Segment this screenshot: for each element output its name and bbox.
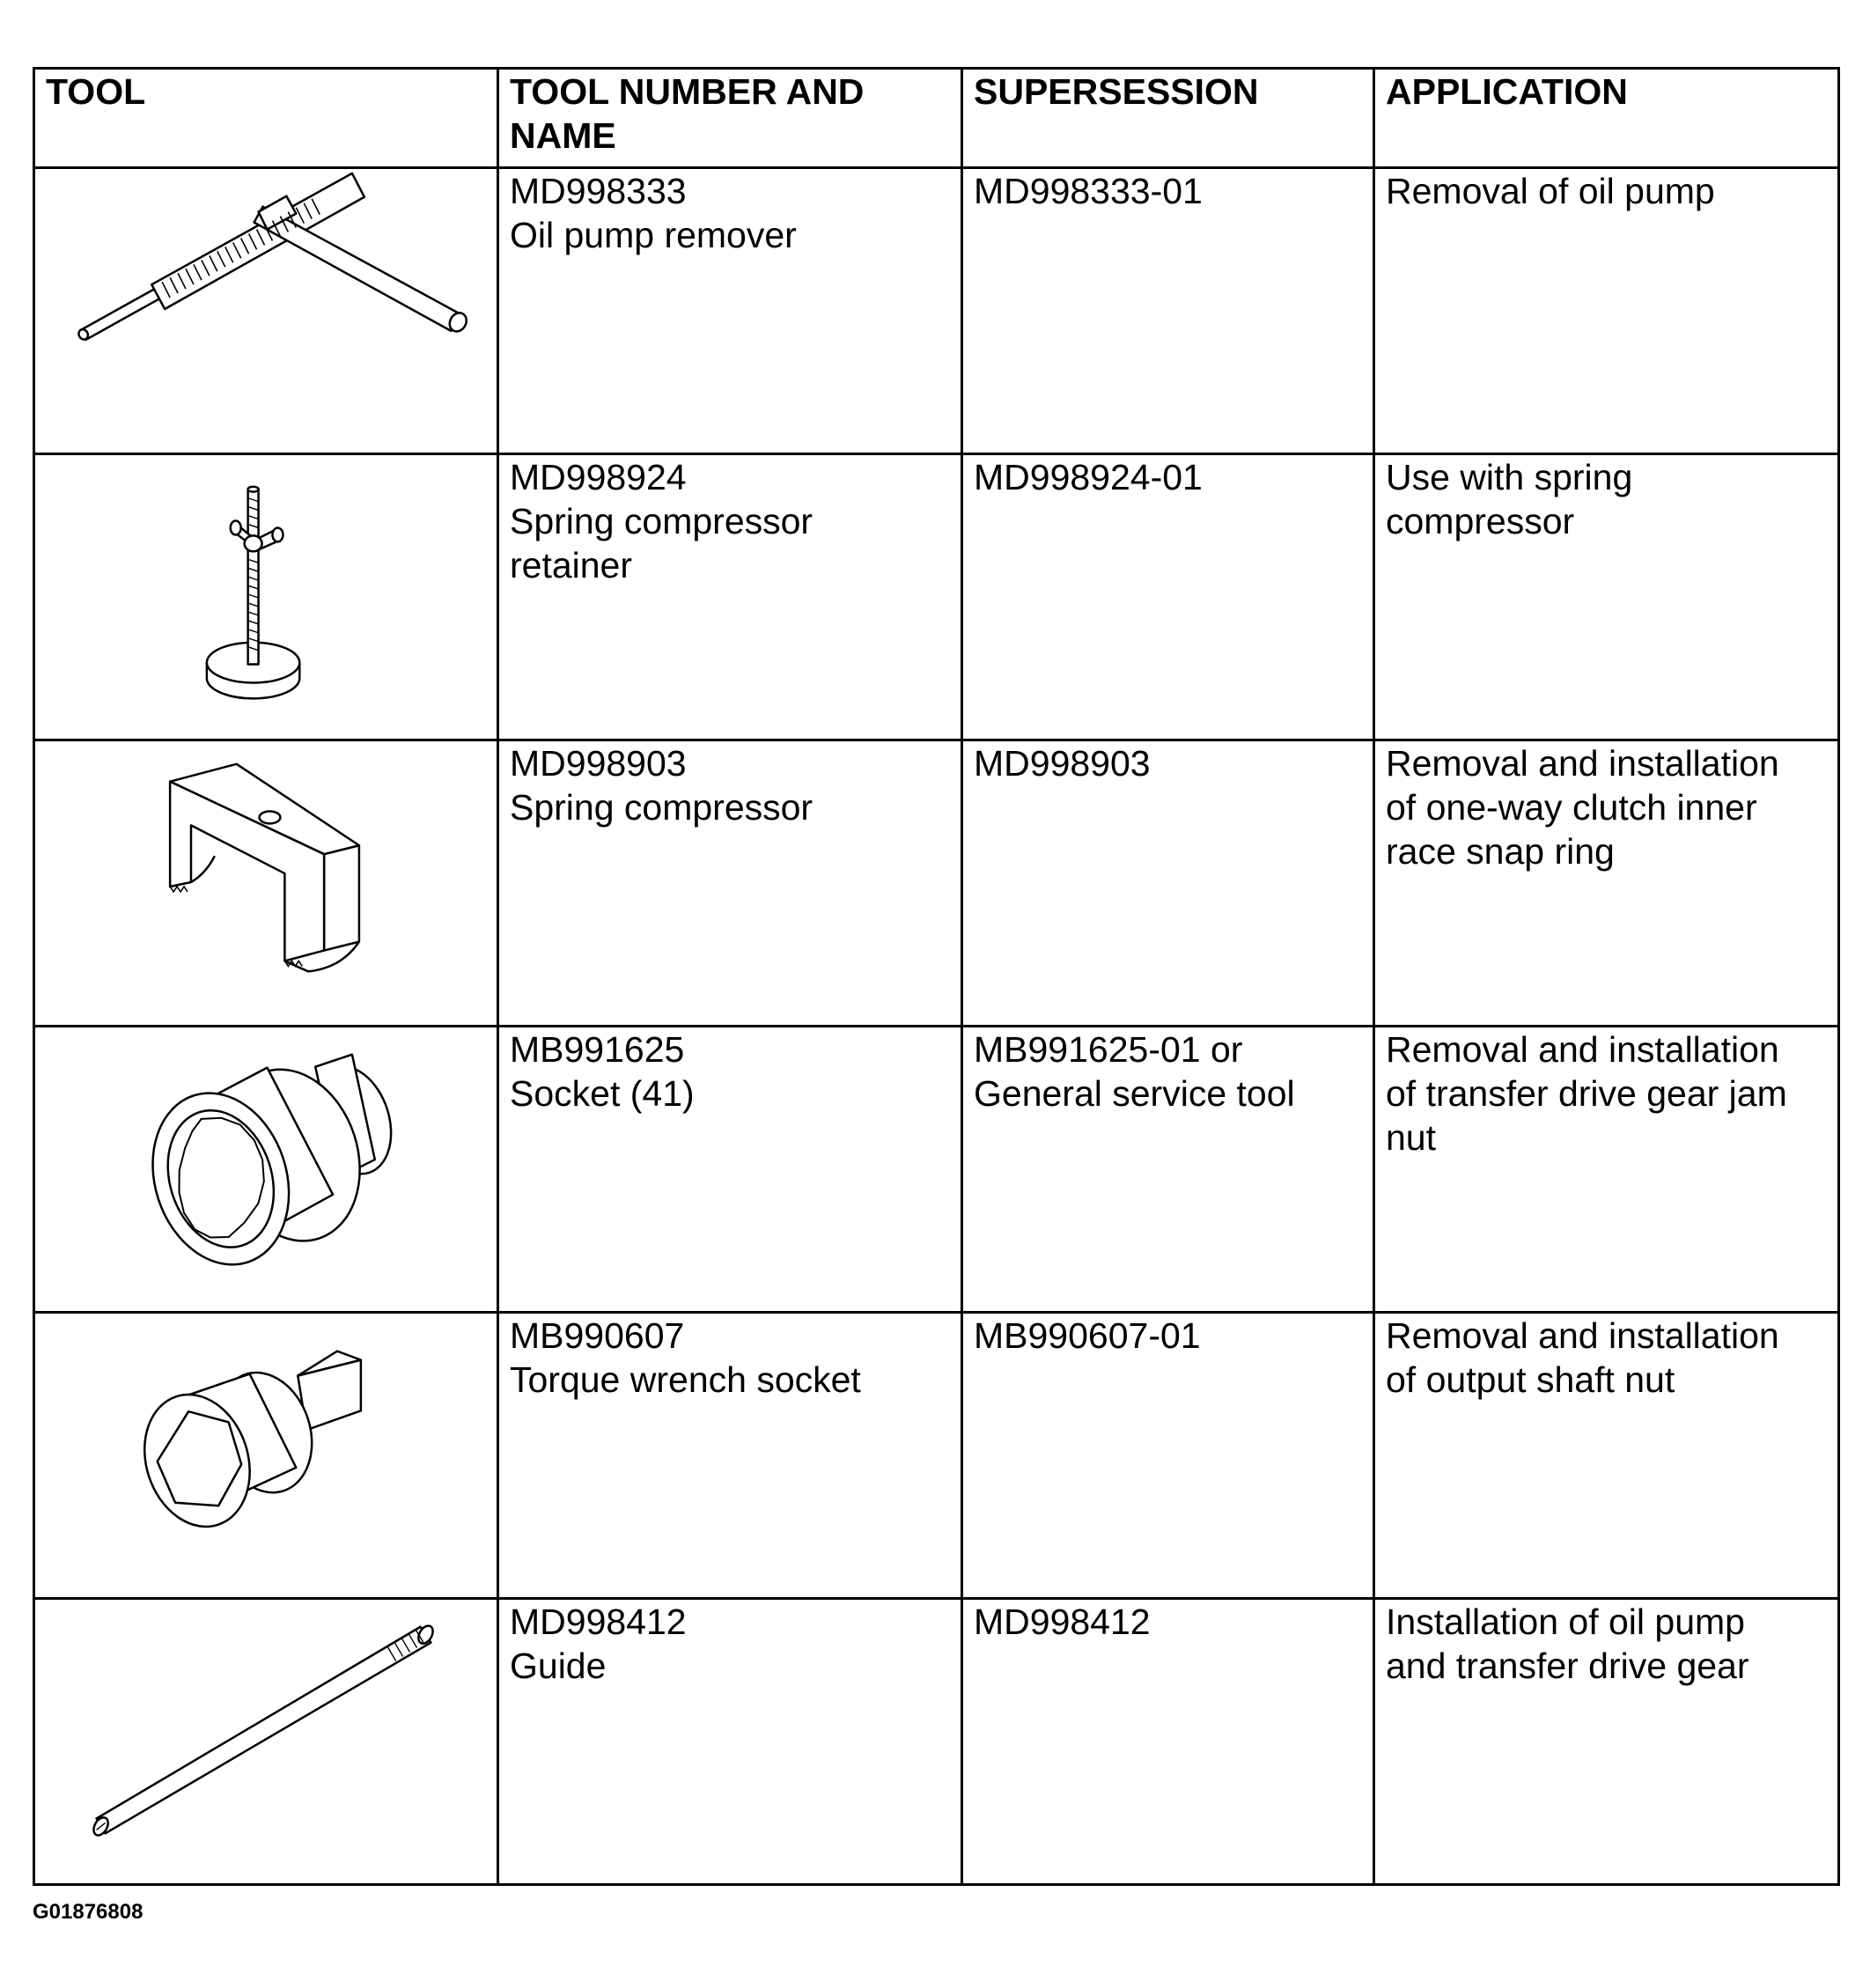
supersession-text: MD998333-01: [974, 171, 1203, 211]
supersession-cell: [962, 1599, 1374, 1885]
socket-icon: [35, 1027, 497, 1311]
application-cell: [1374, 1027, 1839, 1313]
torque-wrench-socket-icon: [35, 1314, 497, 1597]
tool-name: Spring compressor: [510, 787, 814, 828]
tool-number: MD998412: [510, 1601, 687, 1642]
table-row: [34, 1027, 1839, 1313]
header-supersession: SUPERSESSION: [962, 69, 1374, 168]
supersession-cell: [962, 740, 1374, 1027]
tool-name: Socket (41): [510, 1073, 695, 1114]
header-tool-number-and-name: [498, 69, 962, 168]
supersession-cell: [962, 1313, 1374, 1599]
application-text: race snap ring: [1386, 831, 1615, 872]
application-cell: [1374, 740, 1839, 1027]
tool-illustration-cell: [34, 1027, 498, 1313]
tool-name: retainer: [510, 545, 633, 585]
t-handle-remover-icon: [35, 169, 497, 453]
table-row: [34, 168, 1839, 454]
table-row: [34, 454, 1839, 740]
application-text: Removal of oil pump: [1386, 171, 1715, 211]
tool-number-and-name-cell: [498, 168, 962, 454]
supersession-cell: [962, 1027, 1374, 1313]
tool-illustration-cell: [34, 168, 498, 454]
application-text: of output shaft nut: [1386, 1359, 1675, 1400]
tool-number-and-name-cell: [498, 740, 962, 1027]
figure-id: G01876808: [33, 1900, 144, 1924]
application-text: and transfer drive gear: [1386, 1646, 1749, 1686]
application-text: compressor: [1386, 501, 1575, 541]
tool-illustration-cell: [34, 1313, 498, 1599]
application-text: Installation of oil pump: [1386, 1601, 1745, 1642]
table-row: [34, 1599, 1839, 1885]
tool-number-and-name-cell: [498, 1027, 962, 1313]
tool-number: MD998924: [510, 457, 687, 497]
header-application: APPLICATION: [1374, 69, 1839, 168]
tool-name: Guide: [510, 1646, 607, 1686]
application-cell: [1374, 454, 1839, 740]
supersession-text: MD998412: [974, 1601, 1151, 1642]
application-text: of one-way clutch inner: [1386, 787, 1757, 828]
retainer-icon: [35, 455, 497, 739]
table-row: [34, 740, 1839, 1027]
application-text: Removal and installation: [1386, 1315, 1779, 1356]
application-cell: [1374, 168, 1839, 454]
supersession-text: MD998924-01: [974, 457, 1203, 497]
tool-number: MB991625: [510, 1029, 685, 1070]
tool-number: MD998903: [510, 743, 687, 784]
tool-number-and-name-cell: [498, 1313, 962, 1599]
supersession-text: MB990607-01: [974, 1315, 1201, 1356]
table-row: [34, 1313, 1839, 1599]
tool-name: Spring compressor: [510, 501, 814, 541]
tool-name: Torque wrench socket: [510, 1359, 861, 1400]
application-cell: [1374, 1599, 1839, 1885]
tool-number: MB990607: [510, 1315, 685, 1356]
supersession-text: MD998903: [974, 743, 1151, 784]
supersession-text: General service tool: [974, 1073, 1295, 1114]
application-text: nut: [1386, 1117, 1436, 1158]
special-tools-table: [33, 67, 1840, 1886]
tool-number: MD998333: [510, 171, 687, 211]
application-text: Removal and installation: [1386, 1029, 1779, 1070]
supersession-cell: [962, 168, 1374, 454]
header-row: [34, 69, 1839, 168]
application-text: Use with spring: [1386, 457, 1633, 497]
supersession-cell: [962, 454, 1374, 740]
application-text: of transfer drive gear jam: [1386, 1073, 1787, 1114]
header-tool: TOOL: [34, 69, 498, 168]
tool-illustration-cell: [34, 454, 498, 740]
tool-illustration-cell: [34, 1599, 498, 1885]
application-text: Removal and installation: [1386, 743, 1779, 784]
tool-number-and-name-cell: [498, 1599, 962, 1885]
spring-compressor-icon: [35, 741, 497, 1025]
supersession-text: MB991625-01 or: [974, 1029, 1243, 1070]
tool-number-and-name-cell: [498, 454, 962, 740]
tool-illustration-cell: [34, 740, 498, 1027]
header-line: TOOL NUMBER AND: [510, 71, 865, 112]
guide-rod-icon: [35, 1600, 497, 1883]
tool-name: Oil pump remover: [510, 215, 797, 255]
header-line: NAME: [510, 115, 616, 156]
application-cell: [1374, 1313, 1839, 1599]
